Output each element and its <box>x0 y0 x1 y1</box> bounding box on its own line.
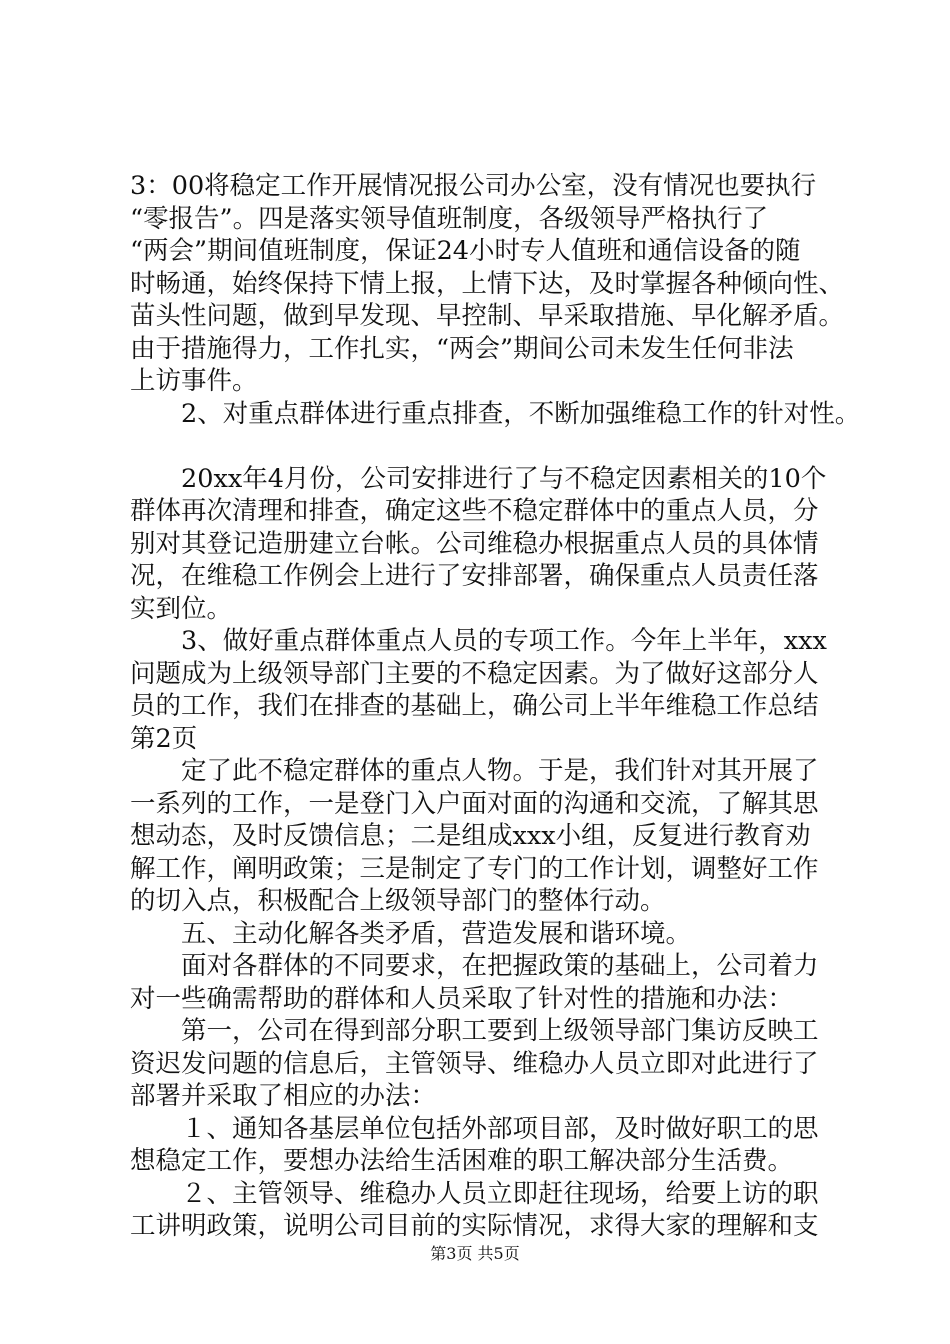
text-line: 面对各群体的不同要求，在把握政策的基础上，公司着力 <box>130 951 819 981</box>
text-line: 资迟发问题的信息后，主管领导、维稳办人员立即对此进行了 <box>130 1048 819 1079</box>
page-footer: 第3页 共5页 <box>430 1244 520 1263</box>
text-line: 况，在维稳工作例会上进行了安排部署，确保重点人员责任落 <box>130 561 819 591</box>
text-line: “两会”期间值班制度，保证24小时专人值班和通信设备的随 <box>130 236 801 266</box>
text-line: 时畅通，始终保持下情上报，上情下达，及时掌握各种倾向性、 <box>130 268 845 299</box>
text-line: 想动态，及时反馈信息；二是组成xxx小组，反复进行教育劝 <box>130 821 811 851</box>
text-line: 苗头性问题，做到早发现、早控制、早采取措施、早化解矛盾。 <box>130 301 845 331</box>
text-line: 员的工作，我们在排查的基础上，确公司上半年维稳工作总结 <box>130 691 819 721</box>
text-line: 部署并采取了相应的办法： <box>130 1081 437 1111</box>
page-marker: 第2页 <box>130 723 198 754</box>
text-line: 3：00将稳定工作开展情况报公司办公室，没有情况也要执行 <box>130 171 817 201</box>
section-heading: 五、主动化解各类矛盾，营造发展和谐环境。 <box>130 918 692 949</box>
text-line: 想稳定工作，要想办法给生活困难的职工解决部分生活费。 <box>130 1146 794 1176</box>
list-item: ２、主管领导、维稳办人员立即赶往现场，给要上访的职 <box>130 1178 819 1209</box>
list-item: １、通知各基层单位包括外部项目部，及时做好职工的思 <box>130 1113 819 1144</box>
text-line: 由于措施得力，工作扎实，“两会”期间公司未发生任何非法 <box>130 333 794 364</box>
section-heading: 3、做好重点群体重点人员的专项工作。今年上半年，xxx <box>130 626 827 656</box>
text-line: 实到位。 <box>130 593 233 624</box>
section-heading: 2、对重点群体进行重点排查，不断加强维稳工作的针对性。 <box>130 398 861 429</box>
text-line: 解工作，阐明政策；三是制定了专门的工作计划，调整好工作 <box>130 853 819 884</box>
text-line: 定了此不稳定群体的重点人物。于是，我们针对其开展了 <box>130 756 819 786</box>
text-line: 上访事件。 <box>130 366 258 396</box>
blank-line <box>130 430 830 463</box>
text-line: 问题成为上级领导部门主要的不稳定因素。为了做好这部分人 <box>130 658 819 689</box>
text-line: 对一些确需帮助的群体和人员采取了针对性的措施和办法： <box>130 983 794 1014</box>
text-line: 20xx年4月份，公司安排进行了与不稳定因素相关的10个 <box>130 463 827 494</box>
text-line: 工讲明政策，说明公司目前的实际情况，求得大家的理解和支 <box>130 1211 819 1241</box>
body-text <box>130 170 861 1243</box>
text-line: “零报告”。四是落实领导值班制度，各级领导严格执行了 <box>130 203 769 234</box>
text-line: 别对其登记造册建立台帐。公司维稳办根据重点人员的具体情 <box>130 528 819 559</box>
text-line: 群体再次清理和排查，确定这些不稳定群体中的重点人员，分 <box>130 496 819 526</box>
text-line: 一系列的工作，一是登门入户面对面的沟通和交流，了解其思 <box>130 788 819 819</box>
text-line: 第一，公司在得到部分职工要到上级领导部门集访反映工 <box>130 1016 819 1046</box>
text-line: 的切入点，积极配合上级领导部门的整体行动。 <box>130 886 666 916</box>
